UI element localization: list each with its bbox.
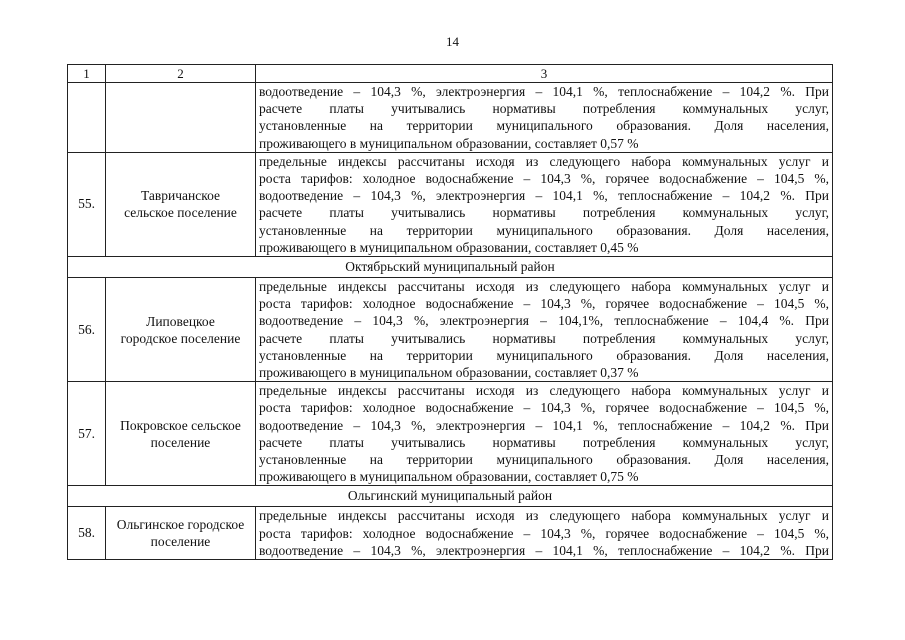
- header-col-3: 3: [256, 65, 833, 83]
- settlement-name-line: поселение: [150, 534, 211, 550]
- description-line: водоотведение – 104,3 %, электроэнергия – 104,1 %, теплоснабжение – 104,2 %. При: [259, 542, 829, 558]
- page-number: 14: [446, 34, 459, 49]
- description-line: водоотведение – 104,3 %, электроэнергия – 104,1%, теплоснабжение – 104,4 %. При: [259, 313, 829, 329]
- table-row-57: [68, 382, 833, 486]
- header-row: [68, 65, 833, 83]
- settlement-name-line: Липовецкое: [146, 313, 215, 329]
- settlement-name-line: Ольгинское городское: [116, 517, 245, 533]
- description-cell: [256, 278, 833, 382]
- description-line: проживающего в муниципальном образовании, составляет 0,75 %: [259, 469, 639, 485]
- settlement-name-line: Тавричанское: [140, 188, 221, 204]
- settlement-name-line: поселение: [150, 434, 211, 450]
- description-line: установленные на территории муниципального образования. Доля населения,: [259, 222, 829, 238]
- description-cell: [256, 382, 833, 486]
- settlement-name-line: сельское поселение: [124, 205, 237, 221]
- description-line: роста тарифов: холодное водоснабжение – 104,3 %, горячее водоснабжение – 104,5 %,: [259, 296, 829, 312]
- table-row-continued: [68, 83, 833, 153]
- description-line: расчете платы учитывались нормативы потребления коммунальных услуг,: [259, 330, 829, 346]
- description-cell: [256, 507, 833, 560]
- description-line: роста тарифов: холодное водоснабжение – 104,3 %, горячее водоснабжение – 104,5 %,: [259, 525, 829, 541]
- description-line: роста тарифов: холодное водоснабжение – 104,3 %, горячее водоснабжение – 104,5 %,: [259, 171, 829, 187]
- description-line: проживающего в муниципальном образовании, составляет 0,57 %: [259, 135, 639, 151]
- description-line: проживающего в муниципальном образовании, составляет 0,45 %: [259, 239, 639, 255]
- description-line: роста тарифов: холодное водоснабжение – 104,3 %, горячее водоснабжение – 104,5 %,: [259, 400, 829, 416]
- description-line: расчете платы учитывались нормативы потребления коммунальных услуг,: [259, 101, 829, 117]
- description-line: предельные индексы рассчитаны исходя из следующего набора коммунальных услуг и: [259, 279, 829, 295]
- row-number: 58.: [68, 507, 106, 560]
- region-row-olginsky: [68, 486, 833, 507]
- region-heading: Ольгинский муниципальный район: [68, 486, 833, 507]
- table-row-58: [68, 507, 833, 560]
- settlement-name: [106, 278, 256, 382]
- table-row-56: [68, 278, 833, 382]
- row-number: 57.: [68, 382, 106, 486]
- description-line: предельные индексы рассчитаны исходя из следующего набора коммунальных услуг и: [259, 508, 829, 524]
- settlement-name-cell: [106, 83, 256, 153]
- description-line: водоотведение – 104,3 %, электроэнергия – 104,1 %, теплоснабжение – 104,2 %. При: [259, 417, 829, 433]
- description-line: установленные на территории муниципального образования. Доля населения,: [259, 118, 829, 134]
- row-number: 56.: [68, 278, 106, 382]
- description-line: установленные на территории муниципального образования. Доля населения,: [259, 452, 829, 468]
- description-line: водоотведение – 104,3 %, электроэнергия – 104,1 %, теплоснабжение – 104,2 %. При: [259, 84, 829, 99]
- description-line: проживающего в муниципальном образовании, составляет 0,37 %: [259, 365, 639, 381]
- settlement-name-line: Покровское сельское: [120, 417, 241, 433]
- description-line: установленные на территории муниципального образования. Доля населения,: [259, 347, 829, 363]
- description-line: предельные индексы рассчитаны исходя из следующего набора коммунальных услуг и: [259, 383, 829, 399]
- header-col-2: 2: [106, 65, 256, 83]
- table-row-55: [68, 152, 833, 256]
- description-line: водоотведение – 104,3 %, электроэнергия – 104,1 %, теплоснабжение – 104,2 %. При: [259, 188, 829, 204]
- row-number: 55.: [68, 152, 106, 256]
- row-number-cell: [68, 83, 106, 153]
- description-cell: [256, 152, 833, 256]
- description-cell: [256, 83, 833, 153]
- region-heading: Октябрьский муниципальный район: [68, 257, 833, 278]
- header-col-1: 1: [68, 65, 106, 83]
- description-line: предельные индексы рассчитаны исходя из следующего набора коммунальных услуг и: [259, 153, 829, 169]
- description-line: расчете платы учитывались нормативы потребления коммунальных услуг,: [259, 434, 829, 450]
- region-row-oktyabrsky: [68, 257, 833, 278]
- description-line: расчете платы учитывались нормативы потребления коммунальных услуг,: [259, 205, 829, 221]
- settlement-name: [106, 152, 256, 256]
- settlement-name: [106, 382, 256, 486]
- settlement-name: [106, 507, 256, 560]
- settlement-name-line: городское поселение: [120, 330, 241, 346]
- tariff-table: [67, 64, 833, 560]
